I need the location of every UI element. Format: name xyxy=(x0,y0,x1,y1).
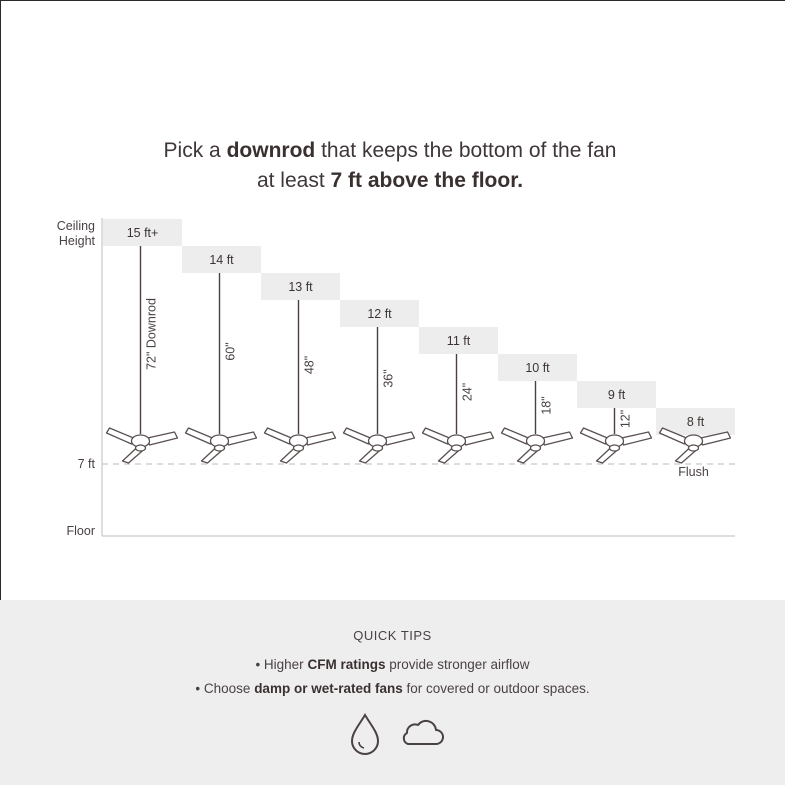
tip-bold: damp or wet-rated fans xyxy=(254,681,403,696)
fan-light-kit xyxy=(215,445,225,451)
fan-column xyxy=(261,273,340,463)
ceiling-fan-icon xyxy=(581,428,652,463)
downrod-length-label: 48" xyxy=(302,355,317,375)
tip-text: • Higher xyxy=(255,657,304,672)
fan-blade xyxy=(581,428,608,444)
fan-light-kit xyxy=(610,445,620,451)
headline-text: at least xyxy=(256,169,325,192)
fan-column xyxy=(577,381,656,463)
downrod-length-label: 36" xyxy=(381,369,396,388)
ceiling-fan-icon xyxy=(423,428,494,463)
ceiling-fan-icon xyxy=(186,428,257,463)
ceiling-fan-icon xyxy=(502,428,573,463)
headline-text: Pick a xyxy=(163,139,221,162)
fan-blade xyxy=(344,428,371,444)
downrod-length-label: 18" xyxy=(539,396,554,415)
fan-blade xyxy=(265,428,292,444)
flush-mount-label: Flush xyxy=(678,465,709,479)
ceiling-height-label: Height xyxy=(58,234,95,248)
ceiling-height-value: 10 ft xyxy=(525,361,550,375)
fan-blade xyxy=(464,432,494,445)
fan-light-kit xyxy=(373,445,383,451)
floor-label: Floor xyxy=(66,524,95,538)
water-drop-icon xyxy=(347,712,383,756)
fan-blade xyxy=(148,432,178,445)
fan-light-kit xyxy=(136,445,146,451)
headline-bold-seven-ft: 7 ft above the floor. xyxy=(330,169,524,192)
ceiling-height-value: 12 ft xyxy=(367,307,392,321)
cloud-icon xyxy=(396,716,446,750)
ceiling-height-value: 13 ft xyxy=(288,280,313,294)
ceiling-height-value: 14 ft xyxy=(209,253,234,267)
downrod-length-label: 24" xyxy=(460,382,475,402)
quick-tips-panel xyxy=(0,600,785,785)
tip-text: provide stronger airflow xyxy=(389,657,530,672)
headline-bold-downrod: downrod xyxy=(226,139,316,162)
fan-blade xyxy=(107,428,134,444)
tip-text: for covered or outdoor spaces. xyxy=(406,681,590,696)
fan-column xyxy=(340,300,419,463)
fan-blade xyxy=(622,432,652,445)
fan-blade xyxy=(502,428,529,444)
fan-light-kit xyxy=(294,445,304,451)
fan-light-kit xyxy=(531,445,541,451)
fan-column xyxy=(182,246,261,463)
tip-cfm xyxy=(0,657,785,672)
ceiling-height-value: 9 ft xyxy=(607,388,626,402)
ceiling-fan-icon xyxy=(344,428,415,463)
fan-blade xyxy=(227,432,257,445)
fan-blade xyxy=(385,432,415,445)
tip-bold: CFM ratings xyxy=(307,657,386,672)
downrod-length-label: 12" xyxy=(618,409,633,429)
fans-group xyxy=(103,219,735,479)
fan-blade xyxy=(306,432,336,445)
seven-ft-label: 7 ft xyxy=(77,457,95,471)
fan-column xyxy=(419,327,498,463)
quick-tips-title: QUICK TIPS xyxy=(353,628,432,643)
ceiling-height-label: Ceiling xyxy=(56,219,95,233)
downrod-length-label: 60" xyxy=(223,342,238,361)
headline-text: that keeps the bottom of the fan xyxy=(321,139,617,162)
ceiling-height-value: 15 ft+ xyxy=(126,226,159,240)
fan-blade xyxy=(543,432,573,445)
fan-blade xyxy=(423,428,450,444)
ceiling-fan-icon xyxy=(107,428,178,463)
ceiling-height-value: 8 ft xyxy=(686,415,705,429)
fan-blade xyxy=(186,428,213,444)
tip-damp-rated xyxy=(0,681,785,696)
fan-column xyxy=(498,354,577,463)
ceiling-height-value: 11 ft xyxy=(446,334,471,348)
fan-column xyxy=(103,219,182,463)
tip-text: • Choose xyxy=(195,681,251,696)
ceiling-fan-icon xyxy=(265,428,336,463)
fan-light-kit xyxy=(689,445,699,451)
fan-column xyxy=(656,408,735,479)
downrod-length-label: 72" Downrod xyxy=(144,298,159,370)
fan-light-kit xyxy=(452,445,462,451)
